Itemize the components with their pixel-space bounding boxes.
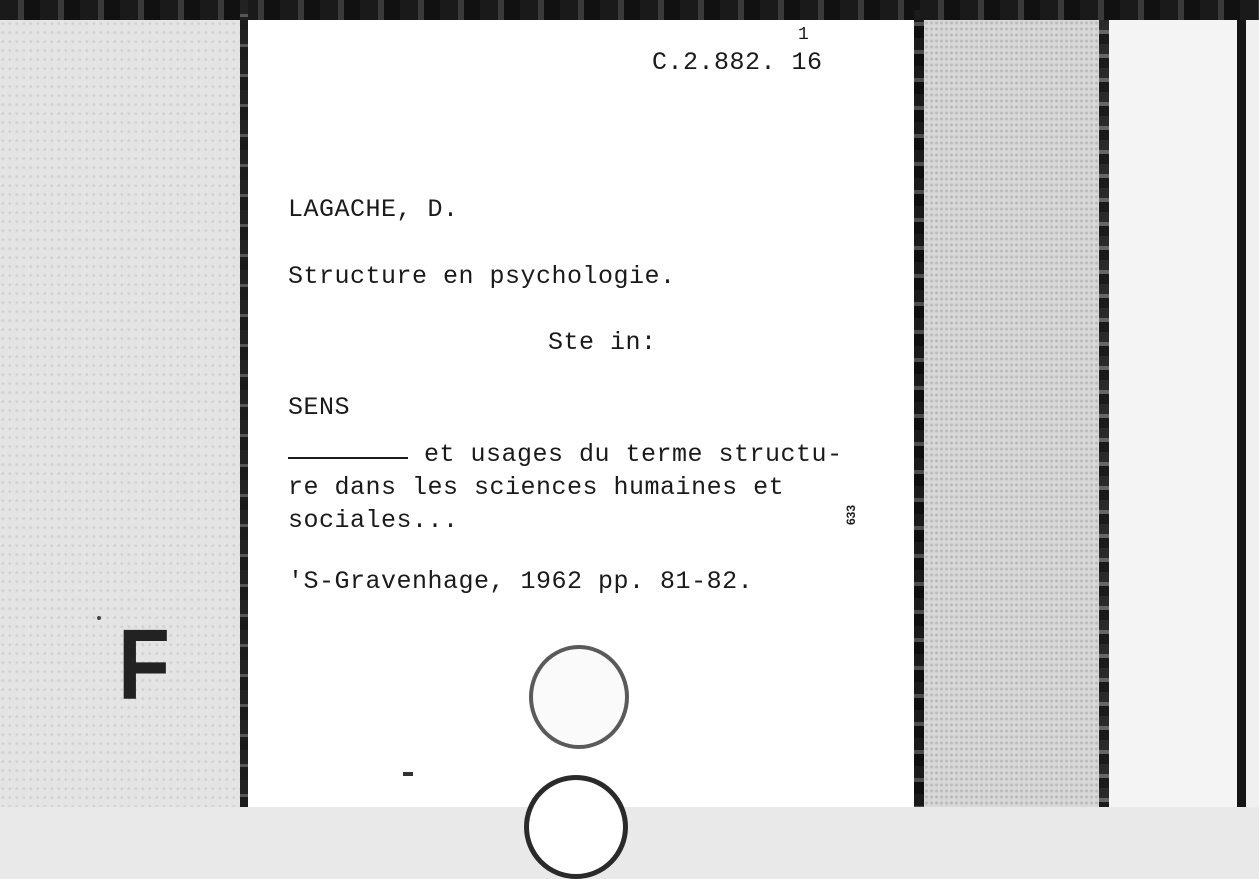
far-right-edge	[1237, 20, 1246, 807]
call-number-superscript: 1	[798, 25, 809, 45]
right-divider	[1099, 20, 1109, 807]
call-number-suffix: 16	[791, 48, 823, 77]
punch-hole-lower	[524, 775, 628, 879]
work-title: Structure en psychologie.	[288, 262, 676, 291]
ink-mark	[403, 772, 413, 776]
description-line-2: re dans les sciences humaines et	[288, 473, 785, 502]
series-description	[288, 438, 843, 537]
side-stamp-letter: F	[118, 609, 170, 721]
series-title: SENS	[288, 393, 351, 422]
card-left-border	[240, 0, 248, 807]
far-right-card	[1109, 20, 1237, 807]
top-edge	[0, 0, 1259, 20]
description-line-1: et usages du terme structu-	[424, 440, 843, 469]
description-line-3: sociales...	[288, 506, 459, 535]
see-in-label: Ste in:	[548, 328, 657, 357]
card-right-border	[914, 10, 924, 807]
right-neighbor-card	[924, 20, 1102, 807]
imprint: 'S-Gravenhage, 1962 pp. 81-82.	[288, 567, 754, 596]
far-right-end	[1246, 20, 1259, 807]
call-number	[652, 48, 823, 77]
punch-hole	[529, 645, 629, 749]
author: LAGACHE, D.	[288, 195, 459, 224]
call-number-main: C.2.882.	[652, 48, 777, 77]
margin-mark: 633	[844, 505, 858, 526]
dot-mark	[97, 616, 101, 620]
